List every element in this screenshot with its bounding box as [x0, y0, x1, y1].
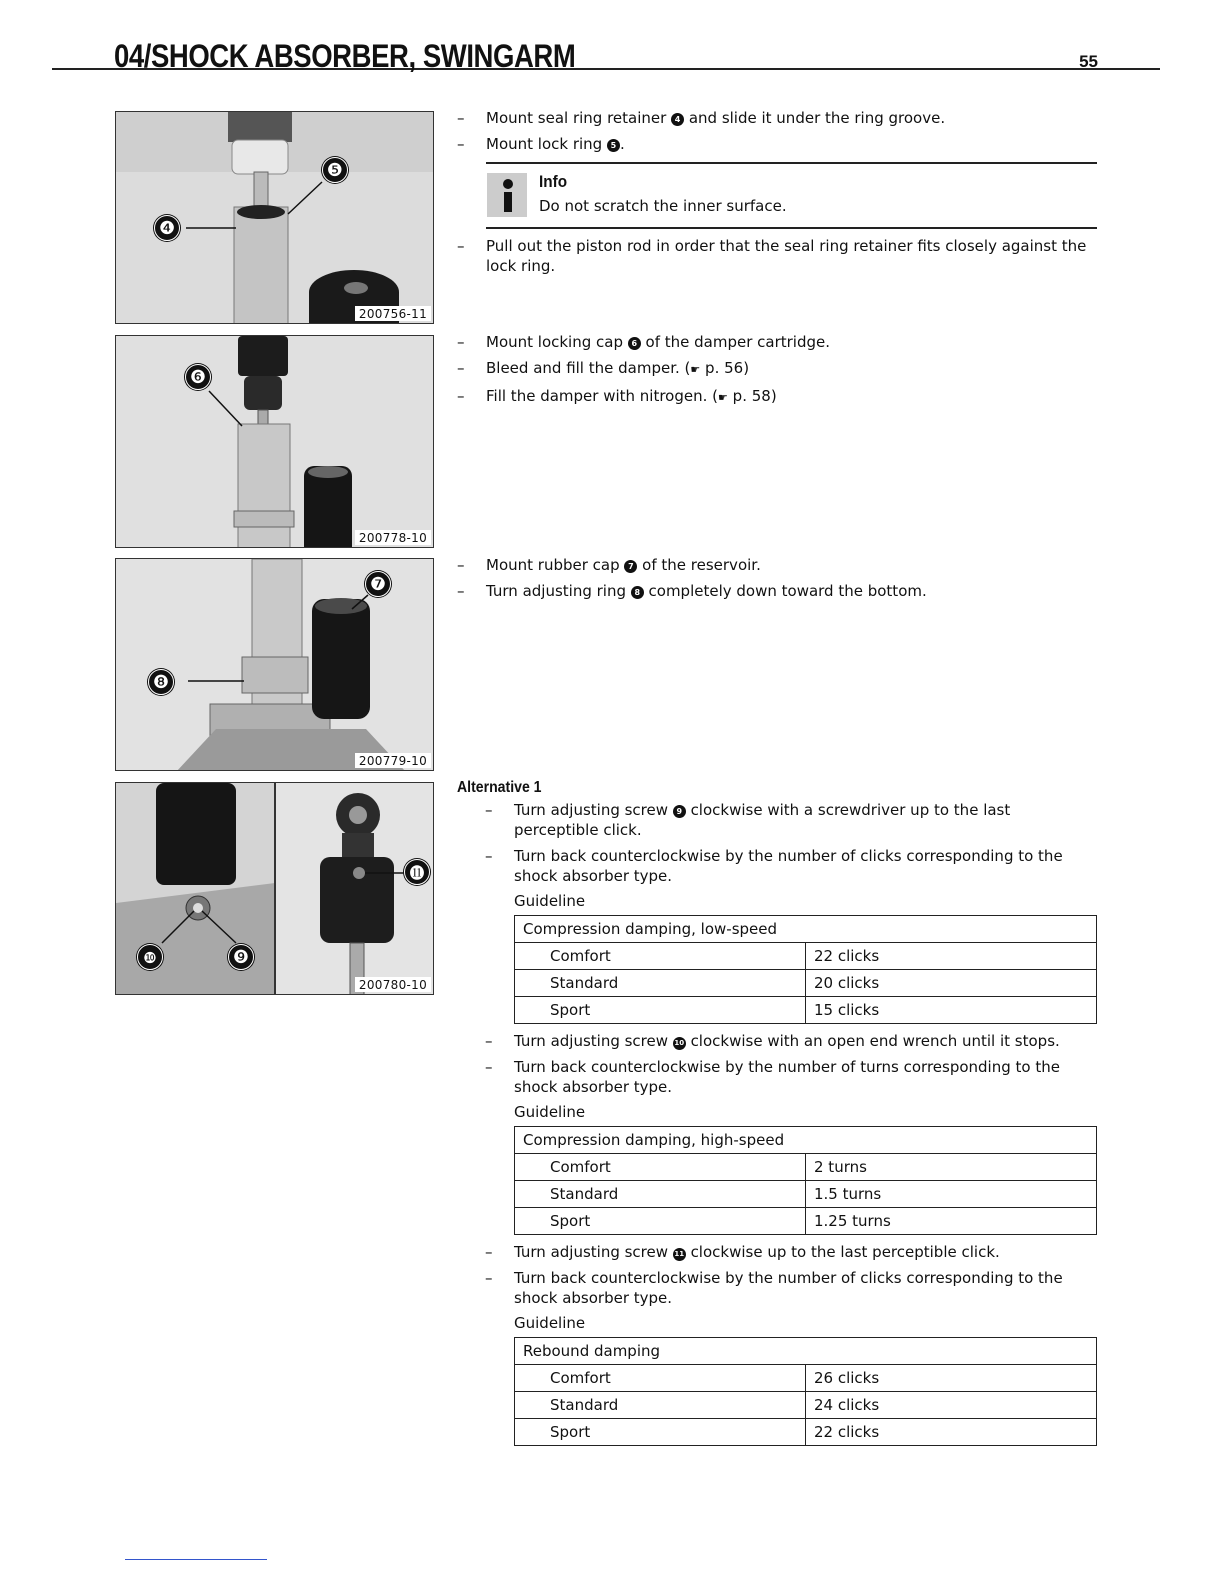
table-title: Compression damping, low-speed [515, 916, 1097, 943]
table-row: Comfort 22 clicks [515, 943, 1097, 970]
table-title: Rebound damping [515, 1338, 1097, 1365]
photo-code: 200780-10 [355, 977, 431, 992]
info-rule-top [486, 162, 1097, 164]
callout-8: ❽ [148, 669, 174, 695]
table-low-speed [514, 915, 1097, 1024]
page-ref-link[interactable]: p. 58) [732, 387, 777, 405]
ref-number: 7 [624, 560, 637, 573]
steps-rubber-cap [457, 555, 1097, 607]
photo-code: 200779-10 [355, 753, 431, 768]
page-header [52, 36, 1160, 74]
step-adjust-screw-10: – Turn adjusting screw 10 clockwise with an open end wrench until it stops. [485, 1032, 1060, 1050]
page-number: 55 [1079, 52, 1098, 71]
callout-7: ❼ [365, 571, 391, 597]
footnote-link-line[interactable] [125, 1559, 267, 1560]
steps-low-speed [457, 800, 1097, 892]
photo-rubber-cap [115, 558, 434, 771]
callout-9: ❾ [228, 944, 254, 970]
photo-locking-cap [115, 335, 434, 548]
step-mount-rubber-cap: – Mount rubber cap 7 of the reservoir. [457, 556, 761, 574]
steps-piston-rod [457, 236, 1097, 282]
step-adjust-screw-11: – Turn adjusting screw 11 clockwise up to the last perceptible click. [485, 1243, 1000, 1261]
table-row: Standard 1.5 turns [515, 1181, 1097, 1208]
table-row: Sport 1.25 turns [515, 1208, 1097, 1235]
step-turn-back-clicks-rebound: – Turn back counterclockwise by the number of clicks corresponding to the shock absorber type. [485, 1269, 1063, 1307]
ref-number: 9 [673, 805, 686, 818]
photo-adjusting-screws [115, 782, 434, 995]
step-mount-lock-ring: – Mount lock ring 5 . [457, 135, 625, 153]
table-rebound [514, 1337, 1097, 1446]
callout-10: ❿ [137, 944, 163, 970]
photo-seal-ring [115, 111, 434, 324]
photo-locking-cap-illustration [116, 336, 434, 548]
steps-high-speed [457, 1031, 1097, 1103]
steps-locking-cap [457, 332, 1097, 414]
ref-number: 10 [673, 1037, 686, 1050]
step-turn-back-turns: – Turn back counterclockwise by the number of turns corresponding to the shock absorber type. [485, 1058, 1060, 1096]
step-bleed-fill: – Bleed and fill the damper. (☛ p. 56) [457, 359, 750, 377]
photo-code: 200756-11 [355, 306, 431, 321]
guideline-label: Guideline [514, 892, 586, 910]
table-row: Standard 24 clicks [515, 1392, 1097, 1419]
table-high-speed [514, 1126, 1097, 1235]
ref-number: 11 [673, 1248, 686, 1261]
table-title: Compression damping, high-speed [515, 1127, 1097, 1154]
guideline-label: Guideline [514, 1314, 586, 1332]
info-text: Do not scratch the inner surface. [539, 197, 787, 215]
ref-number: 8 [631, 586, 644, 599]
ref-number: 4 [671, 113, 684, 126]
callout-5: ❺ [322, 157, 348, 183]
guideline-label: Guideline [514, 1103, 586, 1121]
steps-rebound [457, 1242, 1097, 1314]
step-mount-seal-ring: – Mount seal ring retainer 4 and slide it under the ring groove. [457, 109, 946, 127]
info-icon [487, 173, 527, 217]
pointer-icon: ☛ [718, 391, 728, 404]
table-row: Comfort 26 clicks [515, 1365, 1097, 1392]
step-turn-adjusting-ring: – Turn adjusting ring 8 completely down toward the bottom. [457, 582, 927, 600]
ref-number: 5 [607, 139, 620, 152]
pointer-icon: ☛ [690, 363, 701, 376]
callout-6: ❻ [185, 364, 211, 390]
callout-4: ❹ [154, 215, 180, 241]
alternative-heading: Alternative 1 [457, 779, 542, 796]
callout-11: ⓫ [404, 859, 430, 885]
step-fill-nitrogen: – Fill the damper with nitrogen. (☛ p. 58) [457, 387, 777, 405]
table-row: Comfort 2 turns [515, 1154, 1097, 1181]
table-row: Standard 20 clicks [515, 970, 1097, 997]
step-mount-locking-cap: – Mount locking cap 6 of the damper cartridge. [457, 333, 831, 351]
photo-divider [274, 783, 276, 994]
step-adjust-screw-9: – Turn adjusting screw 9 clockwise with a screwdriver up to the last perceptible click. [485, 801, 1011, 839]
info-title: Info [539, 172, 568, 191]
table-row: Sport 15 clicks [515, 997, 1097, 1024]
photo-code: 200778-10 [355, 530, 431, 545]
info-rule-bottom [486, 227, 1097, 229]
steps-seal-ring [457, 108, 1097, 160]
page-ref-link[interactable]: p. 56) [705, 359, 750, 377]
page-title: 04/SHOCK ABSORBER, SWINGARM [114, 38, 576, 74]
step-turn-back-clicks: – Turn back counterclockwise by the number of clicks corresponding to the shock absorber type. [485, 847, 1063, 885]
step-pull-piston-rod: – Pull out the piston rod in order that the seal ring retainer fits closely against the lock ring. [457, 237, 1087, 275]
table-row: Sport 22 clicks [515, 1419, 1097, 1446]
ref-number: 6 [628, 337, 641, 350]
